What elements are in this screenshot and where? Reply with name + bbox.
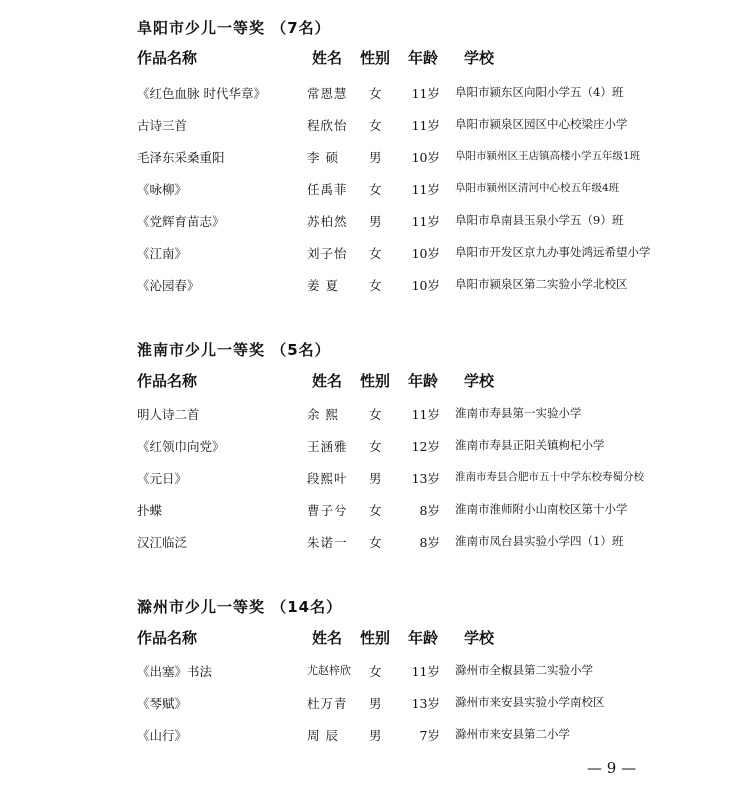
cell-work: 《咏柳》 bbox=[137, 182, 188, 197]
cell-age: 11岁 bbox=[411, 182, 440, 197]
cell-name: 尤赵梓欣 bbox=[307, 664, 351, 677]
cell-gender: 女 bbox=[369, 503, 382, 518]
cell-age: 12岁 bbox=[411, 439, 440, 454]
section-title: 阜阳市少儿一等奖 （7名） bbox=[137, 19, 331, 37]
header-school: 学校 bbox=[464, 49, 495, 67]
header-school: 学校 bbox=[464, 629, 495, 647]
cell-gender: 女 bbox=[369, 118, 382, 133]
cell-school: 阜阳市颍州区王店镇高楼小学五年级1班 bbox=[455, 150, 641, 162]
cell-age: 8岁 bbox=[419, 503, 440, 518]
cell-school: 阜阳市开发区京九办事处鸿远希望小学 bbox=[455, 245, 651, 259]
cell-school: 滁州市来安县第二小学 bbox=[455, 727, 570, 741]
header-gender: 性别 bbox=[360, 49, 391, 67]
table-row bbox=[0, 694, 749, 712]
table-row bbox=[0, 405, 749, 423]
header-work: 作品名称 bbox=[137, 49, 198, 67]
cell-gender: 女 bbox=[369, 664, 382, 679]
cell-gender: 男 bbox=[369, 150, 382, 165]
header-work: 作品名称 bbox=[137, 629, 198, 647]
cell-school: 滁州市来安县实验小学南校区 bbox=[455, 695, 605, 709]
cell-work: 《党辉育苗志》 bbox=[137, 214, 225, 229]
cell-work: 《元日》 bbox=[137, 471, 188, 486]
cell-name: 王涵雅 bbox=[307, 439, 348, 454]
cell-age: 11岁 bbox=[411, 214, 440, 229]
cell-school: 阜阳市阜南县玉泉小学五（9）班 bbox=[455, 213, 624, 227]
cell-name: 周 辰 bbox=[307, 728, 339, 743]
cell-name: 程欣怡 bbox=[307, 118, 348, 133]
cell-age: 13岁 bbox=[411, 696, 440, 711]
cell-school: 淮南市凤台县实验小学四（1）班 bbox=[455, 534, 624, 548]
header-name: 姓名 bbox=[312, 372, 343, 390]
cell-age: 11岁 bbox=[411, 86, 440, 101]
cell-gender: 女 bbox=[369, 246, 382, 261]
section-title: 滁州市少儿一等奖 （14名） bbox=[137, 598, 343, 616]
cell-name: 段熙叶 bbox=[307, 471, 348, 486]
cell-work: 《山行》 bbox=[137, 728, 188, 743]
header-gender: 性别 bbox=[360, 629, 391, 647]
cell-age: 10岁 bbox=[411, 246, 440, 261]
cell-gender: 女 bbox=[369, 182, 382, 197]
cell-work: 明人诗二首 bbox=[137, 407, 200, 422]
table-row bbox=[0, 212, 749, 230]
cell-work: 《出塞》书法 bbox=[137, 664, 213, 679]
table-row bbox=[0, 437, 749, 455]
cell-school: 淮南市寿县正阳关镇枸杞小学 bbox=[455, 438, 605, 452]
cell-work: 《红领巾向党》 bbox=[137, 439, 225, 454]
cell-name: 常恩慧 bbox=[307, 86, 348, 101]
table-row bbox=[0, 726, 749, 744]
cell-age: 11岁 bbox=[411, 664, 440, 679]
cell-school: 阜阳市颍东区向阳小学五（4）班 bbox=[455, 85, 624, 99]
table-row bbox=[0, 533, 749, 551]
section-title: 淮南市少儿一等奖 （5名） bbox=[137, 341, 331, 359]
cell-name: 姜 夏 bbox=[307, 278, 339, 293]
header-school: 学校 bbox=[464, 372, 495, 390]
cell-work: 《琴赋》 bbox=[137, 696, 188, 711]
cell-gender: 女 bbox=[369, 407, 382, 422]
cell-gender: 男 bbox=[369, 471, 382, 486]
cell-school: 淮南市寿县合肥市五十中学东校寿蜀分校 bbox=[455, 471, 644, 483]
cell-work: 扑蝶 bbox=[137, 503, 163, 518]
table-header bbox=[0, 627, 749, 647]
cell-gender: 女 bbox=[369, 439, 382, 454]
header-age: 年龄 bbox=[408, 49, 439, 67]
cell-gender: 女 bbox=[369, 86, 382, 101]
cell-work: 古诗三首 bbox=[137, 118, 188, 133]
header-age: 年龄 bbox=[408, 372, 439, 390]
table-row bbox=[0, 148, 749, 166]
cell-name: 刘子怡 bbox=[307, 246, 348, 261]
cell-name: 朱诺一 bbox=[307, 535, 348, 550]
cell-school: 阜阳市颍泉区园区中心校梁庄小学 bbox=[455, 117, 628, 131]
table-row bbox=[0, 84, 749, 102]
header-name: 姓名 bbox=[312, 49, 343, 67]
table-row bbox=[0, 501, 749, 519]
cell-name: 杜万青 bbox=[307, 696, 348, 711]
cell-gender: 男 bbox=[369, 696, 382, 711]
table-row bbox=[0, 662, 749, 680]
cell-school: 阜阳市颍泉区第二实验小学北校区 bbox=[455, 277, 628, 291]
cell-age: 10岁 bbox=[411, 150, 440, 165]
cell-name: 曹子兮 bbox=[307, 503, 348, 518]
table-header bbox=[0, 370, 749, 390]
header-gender: 性别 bbox=[360, 372, 391, 390]
cell-work: 《沁园春》 bbox=[137, 278, 200, 293]
cell-age: 7岁 bbox=[419, 728, 440, 743]
cell-school: 淮南市寿县第一实验小学 bbox=[455, 406, 582, 420]
cell-gender: 女 bbox=[369, 278, 382, 293]
cell-age: 11岁 bbox=[411, 118, 440, 133]
header-work: 作品名称 bbox=[137, 372, 198, 390]
cell-work: 《红色血脉 时代华章》 bbox=[137, 86, 266, 101]
cell-work: 汉江临泛 bbox=[137, 535, 188, 550]
table-row bbox=[0, 180, 749, 198]
header-age: 年龄 bbox=[408, 629, 439, 647]
cell-name: 任禹菲 bbox=[307, 182, 348, 197]
cell-gender: 女 bbox=[369, 535, 382, 550]
table-row bbox=[0, 276, 749, 294]
table-row bbox=[0, 469, 749, 487]
cell-school: 滁州市全椒县第二实验小学 bbox=[455, 663, 593, 677]
cell-school: 阜阳市颍州区清河中心校五年级4班 bbox=[455, 182, 620, 194]
cell-gender: 男 bbox=[369, 214, 382, 229]
table-row bbox=[0, 116, 749, 134]
cell-name: 李 硕 bbox=[307, 150, 339, 165]
cell-age: 11岁 bbox=[411, 407, 440, 422]
cell-age: 10岁 bbox=[411, 278, 440, 293]
cell-age: 8岁 bbox=[419, 535, 440, 550]
cell-age: 13岁 bbox=[411, 471, 440, 486]
cell-name: 苏柏然 bbox=[307, 214, 348, 229]
cell-school: 淮南市淮师附小山南校区第十小学 bbox=[455, 502, 628, 516]
table-header bbox=[0, 47, 749, 67]
header-name: 姓名 bbox=[312, 629, 343, 647]
cell-name: 余 熙 bbox=[307, 407, 339, 422]
page-number: — 9 — bbox=[587, 759, 637, 777]
cell-work: 毛泽东采桑重阳 bbox=[137, 150, 225, 165]
cell-gender: 男 bbox=[369, 728, 382, 743]
cell-work: 《江南》 bbox=[137, 246, 188, 261]
table-row bbox=[0, 244, 749, 262]
